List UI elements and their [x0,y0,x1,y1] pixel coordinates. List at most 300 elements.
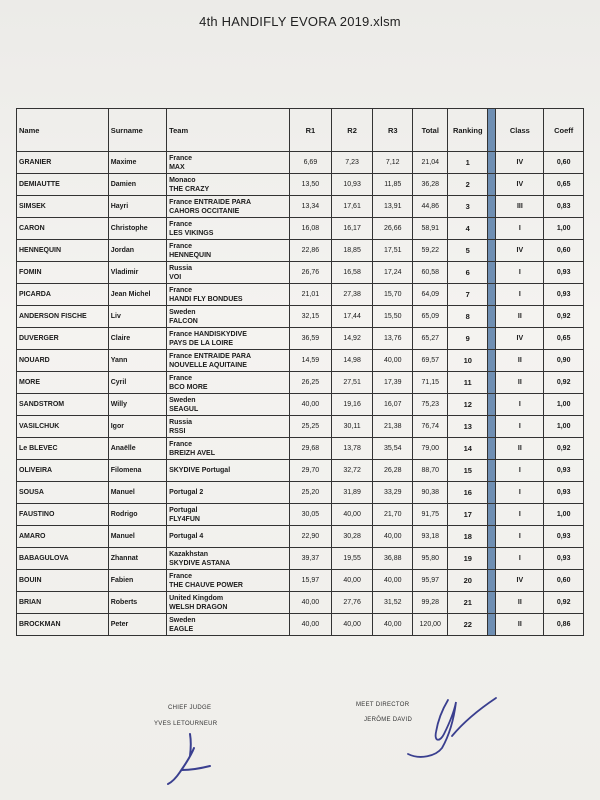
team-cell [167,372,290,394]
class: II [496,372,544,394]
competitor-name: PICARDA [17,284,109,306]
meet-director-label: MEET DIRECTOR [356,702,410,708]
round-1-time: 39,37 [290,548,332,570]
team-line-1: France ENTRAIDE PARA [169,198,252,206]
total-time: 64,09 [413,284,448,306]
table-row [17,284,584,306]
competitor-name: SIMSEK [17,196,109,218]
table-row [17,416,584,438]
column-separator [488,372,496,394]
competitor-surname: Claire [108,328,166,350]
competitor-surname: Vladimir [108,262,166,284]
total-time: 93,18 [413,526,448,548]
team-line-1: France [169,286,193,294]
round-2-time: 10,93 [331,174,373,196]
class: I [496,416,544,438]
team-line-2: FLY4FUN [169,515,200,523]
total-time: 90,38 [413,482,448,504]
team-cell [167,306,290,328]
team-line-2: FALCON [169,317,198,325]
total-time: 69,57 [413,350,448,372]
meet-director-signature [390,690,510,770]
round-3-time: 17,51 [373,240,413,262]
round-3-time: 26,28 [373,460,413,482]
coefficient: 1,00 [544,416,584,438]
class: I [496,460,544,482]
total-time: 95,97 [413,570,448,592]
team-cell [167,482,290,504]
team-line-2: BREIZH AVEL [169,449,215,457]
table-row [17,482,584,504]
round-2-time: 13,78 [331,438,373,460]
round-3-time: 13,76 [373,328,413,350]
table-row [17,372,584,394]
round-3-time: 33,29 [373,482,413,504]
competitor-name: AMARO [17,526,109,548]
round-1-time: 22,86 [290,240,332,262]
column-separator [488,482,496,504]
round-2-time: 14,92 [331,328,373,350]
team-line-1: France [169,440,193,448]
round-2-time: 17,44 [331,306,373,328]
table-row [17,592,584,614]
team-line-2: WELSH DRAGON [169,603,228,611]
class: II [496,614,544,636]
round-3-time: 16,07 [373,394,413,416]
round-2-time: 40,00 [331,614,373,636]
team-line-2: CAHORS OCCITANIE [169,207,240,215]
class: I [496,504,544,526]
team-cell [167,394,290,416]
coefficient: 0,93 [544,262,584,284]
table-row [17,548,584,570]
round-2-time: 16,17 [331,218,373,240]
results-table [16,108,584,636]
total-time: 91,75 [413,504,448,526]
competitor-surname: Manuel [108,482,166,504]
competitor-name: DUVERGER [17,328,109,350]
round-3-time: 26,66 [373,218,413,240]
round-2-time: 16,58 [331,262,373,284]
table-row [17,196,584,218]
round-3-time: 15,70 [373,284,413,306]
round-1-time: 36,59 [290,328,332,350]
ranking: 13 [448,416,488,438]
column-separator [488,218,496,240]
total-time: 79,00 [413,438,448,460]
round-1-time: 13,34 [290,196,332,218]
column-separator [488,109,496,152]
class: II [496,306,544,328]
class: III [496,196,544,218]
ranking: 2 [448,174,488,196]
competitor-name: ANDERSON FISCHE [17,306,109,328]
table-row [17,394,584,416]
total-time: 65,09 [413,306,448,328]
total-time: 99,28 [413,592,448,614]
header-team: Team [167,109,290,152]
table-row [17,240,584,262]
header-name: Name [17,109,109,152]
competitor-surname: Liv [108,306,166,328]
round-2-time: 27,76 [331,592,373,614]
coefficient: 0,86 [544,614,584,636]
competitor-name: BABAGULOVA [17,548,109,570]
header-r3: R3 [373,109,413,152]
team-cell [167,548,290,570]
coefficient: 1,00 [544,394,584,416]
chief-judge-name: YVES LETOURNEUR [154,721,218,727]
coefficient: 0,60 [544,240,584,262]
class: II [496,350,544,372]
class: II [496,592,544,614]
ranking: 18 [448,526,488,548]
ranking: 8 [448,306,488,328]
total-time: 76,74 [413,416,448,438]
team-line-2: VOI [169,273,182,281]
total-time: 58,91 [413,218,448,240]
round-2-time: 40,00 [331,504,373,526]
ranking: 10 [448,350,488,372]
table-row [17,306,584,328]
coefficient: 0,93 [544,482,584,504]
total-time: 65,27 [413,328,448,350]
competitor-surname: Rodrigo [108,504,166,526]
team-line-1: Russia [169,264,193,272]
round-1-time: 15,97 [290,570,332,592]
class: I [496,548,544,570]
round-1-time: 22,90 [290,526,332,548]
competitor-surname: Peter [108,614,166,636]
coefficient: 1,00 [544,504,584,526]
class: IV [496,328,544,350]
coefficient: 0,60 [544,152,584,174]
total-time: 21,04 [413,152,448,174]
team-line-1: France [169,220,193,228]
coefficient: 0,65 [544,174,584,196]
competitor-name: GRANIER [17,152,109,174]
competitor-name: Le BLEVEC [17,438,109,460]
column-separator [488,350,496,372]
round-1-time: 40,00 [290,592,332,614]
team-line-1: Portugal 4 [169,533,204,540]
team-cell [167,438,290,460]
coefficient: 0,93 [544,284,584,306]
coefficient: 0,93 [544,460,584,482]
round-3-time: 40,00 [373,570,413,592]
coefficient: 0,93 [544,548,584,570]
team-line-2: BCO MORE [169,383,208,391]
table-row [17,526,584,548]
chief-judge-label: CHIEF JUDGE [168,705,212,711]
round-3-time: 40,00 [373,350,413,372]
column-separator [488,240,496,262]
total-time: 59,22 [413,240,448,262]
team-cell [167,592,290,614]
competitor-name: FOMIN [17,262,109,284]
round-2-time: 18,85 [331,240,373,262]
team-line-1: France [169,572,193,580]
round-2-time: 30,11 [331,416,373,438]
table-row [17,460,584,482]
round-3-time: 36,88 [373,548,413,570]
team-cell [167,504,290,526]
coefficient: 0,92 [544,372,584,394]
round-1-time: 29,70 [290,460,332,482]
round-1-time: 30,05 [290,504,332,526]
header-total: Total [413,109,448,152]
round-1-time: 26,25 [290,372,332,394]
competitor-name: BROCKMAN [17,614,109,636]
total-time: 36,28 [413,174,448,196]
round-1-time: 29,68 [290,438,332,460]
team-cell [167,460,290,482]
column-separator [488,328,496,350]
ranking: 22 [448,614,488,636]
competitor-name: CARON [17,218,109,240]
table-row [17,152,584,174]
team-cell [167,196,290,218]
total-time: 71,15 [413,372,448,394]
round-3-time: 40,00 [373,526,413,548]
round-2-time: 17,61 [331,196,373,218]
ranking: 20 [448,570,488,592]
meet-director-name: JERÔME DAVID [364,717,413,723]
table-row [17,262,584,284]
round-3-time: 21,70 [373,504,413,526]
team-cell [167,526,290,548]
competitor-name: VASILCHUK [17,416,109,438]
team-line-1: France ENTRAIDE PARA [169,352,252,360]
ranking: 5 [448,240,488,262]
column-separator [488,526,496,548]
competitor-surname: Hayri [108,196,166,218]
coefficient: 0,92 [544,438,584,460]
team-line-1: Portugal 2 [169,489,204,496]
header-r1: R1 [290,109,332,152]
team-cell [167,350,290,372]
team-line-2: EAGLE [169,625,194,633]
ranking: 16 [448,482,488,504]
header-coeff: Coeff [544,109,584,152]
team-cell [167,174,290,196]
round-1-time: 6,69 [290,152,332,174]
team-line-1: Sweden [169,308,196,316]
header-surname: Surname [108,109,166,152]
round-1-time: 13,50 [290,174,332,196]
table-row [17,174,584,196]
coefficient: 0,92 [544,306,584,328]
column-separator [488,460,496,482]
team-line-1: Russia [169,418,193,426]
round-1-time: 32,15 [290,306,332,328]
round-3-time: 17,39 [373,372,413,394]
ranking: 19 [448,548,488,570]
ranking: 12 [448,394,488,416]
ranking: 7 [448,284,488,306]
team-cell [167,218,290,240]
round-2-time: 31,89 [331,482,373,504]
round-1-time: 21,01 [290,284,332,306]
column-separator [488,284,496,306]
competitor-surname: Jean Michel [108,284,166,306]
header-class: Class [496,109,544,152]
round-2-time: 30,28 [331,526,373,548]
competitor-surname: Damien [108,174,166,196]
competitor-surname: Cyril [108,372,166,394]
ranking: 17 [448,504,488,526]
column-separator [488,262,496,284]
ranking: 1 [448,152,488,174]
coefficient: 0,92 [544,592,584,614]
round-3-time: 35,54 [373,438,413,460]
team-line-2: MAX [169,163,185,171]
competitor-surname: Igor [108,416,166,438]
ranking: 11 [448,372,488,394]
total-time: 120,00 [413,614,448,636]
round-2-time: 40,00 [331,570,373,592]
team-cell [167,328,290,350]
table-row [17,504,584,526]
team-cell [167,614,290,636]
coefficient: 0,93 [544,526,584,548]
competitor-name: SOUSA [17,482,109,504]
competitor-surname: Filomena [108,460,166,482]
round-1-time: 40,00 [290,394,332,416]
competitor-name: FAUSTINO [17,504,109,526]
team-line-1: Portugal [169,506,198,514]
table-row [17,350,584,372]
round-2-time: 27,38 [331,284,373,306]
competitor-name: NOUARD [17,350,109,372]
total-time: 88,70 [413,460,448,482]
total-time: 60,58 [413,262,448,284]
team-line-1: Monaco [169,176,196,184]
class: I [496,262,544,284]
column-separator [488,196,496,218]
total-time: 44,86 [413,196,448,218]
column-separator [488,174,496,196]
team-line-1: SKYDIVE Portugal [169,467,231,474]
team-line-1: Kazakhstan [169,550,208,558]
competitor-surname: Zhannat [108,548,166,570]
team-cell [167,416,290,438]
table-row [17,328,584,350]
class: I [496,482,544,504]
header-ranking: Ranking [448,109,488,152]
competitor-surname: Fabien [108,570,166,592]
header-r2: R2 [331,109,373,152]
round-3-time: 15,50 [373,306,413,328]
competitor-surname: Maxime [108,152,166,174]
ranking: 3 [448,196,488,218]
column-separator [488,152,496,174]
team-line-2: HENNEQUIN [169,251,212,259]
team-line-2: LES VIKINGS [169,229,214,237]
total-time: 95,80 [413,548,448,570]
class: IV [496,570,544,592]
column-separator [488,548,496,570]
competitor-name: BRIAN [17,592,109,614]
column-separator [488,570,496,592]
competitor-surname: Willy [108,394,166,416]
team-line-2: SEAGUL [169,405,199,413]
chief-judge-signature [160,730,220,792]
coefficient: 1,00 [544,218,584,240]
team-line-1: France [169,374,193,382]
round-2-time: 27,51 [331,372,373,394]
team-line-2: NOUVELLE AQUITAINE [169,361,247,369]
competitor-name: OLIVEIRA [17,460,109,482]
table-row [17,614,584,636]
ranking: 4 [448,218,488,240]
team-cell [167,262,290,284]
column-separator [488,504,496,526]
class: II [496,438,544,460]
team-line-2: HANDI FLY BONDUES [169,295,243,303]
competitor-name: SANDSTROM [17,394,109,416]
class: I [496,394,544,416]
coefficient: 0,83 [544,196,584,218]
column-separator [488,416,496,438]
class: I [496,218,544,240]
round-1-time: 26,76 [290,262,332,284]
team-cell [167,284,290,306]
team-line-1: Sweden [169,396,196,404]
ranking: 15 [448,460,488,482]
team-line-2: PAYS DE LA LOIRE [169,339,233,347]
team-line-2: THE CRAZY [169,185,210,193]
team-line-1: United Kingdom [169,594,224,602]
round-3-time: 11,85 [373,174,413,196]
team-line-1: France [169,154,193,162]
column-separator [488,394,496,416]
column-separator [488,592,496,614]
header-row [17,109,584,152]
competitor-surname: Christophe [108,218,166,240]
competitor-surname: Anaëlle [108,438,166,460]
team-cell [167,240,290,262]
team-cell [167,570,290,592]
round-1-time: 40,00 [290,614,332,636]
ranking: 14 [448,438,488,460]
round-2-time: 19,16 [331,394,373,416]
column-separator [488,306,496,328]
ranking: 9 [448,328,488,350]
competitor-surname: Roberts [108,592,166,614]
competitor-name: MORE [17,372,109,394]
column-separator [488,438,496,460]
round-3-time: 40,00 [373,614,413,636]
team-line-1: France HANDISKYDIVE [169,330,247,338]
competitor-name: DEMIAUTTE [17,174,109,196]
competitor-surname: Yann [108,350,166,372]
competitor-name: HENNEQUIN [17,240,109,262]
round-1-time: 25,20 [290,482,332,504]
coefficient: 0,65 [544,328,584,350]
results-body [17,152,584,636]
round-3-time: 7,12 [373,152,413,174]
team-cell [167,152,290,174]
round-1-time: 14,59 [290,350,332,372]
coefficient: 0,60 [544,570,584,592]
round-3-time: 31,52 [373,592,413,614]
round-3-time: 17,24 [373,262,413,284]
coefficient: 0,90 [544,350,584,372]
round-1-time: 25,25 [290,416,332,438]
class: IV [496,152,544,174]
round-1-time: 16,08 [290,218,332,240]
